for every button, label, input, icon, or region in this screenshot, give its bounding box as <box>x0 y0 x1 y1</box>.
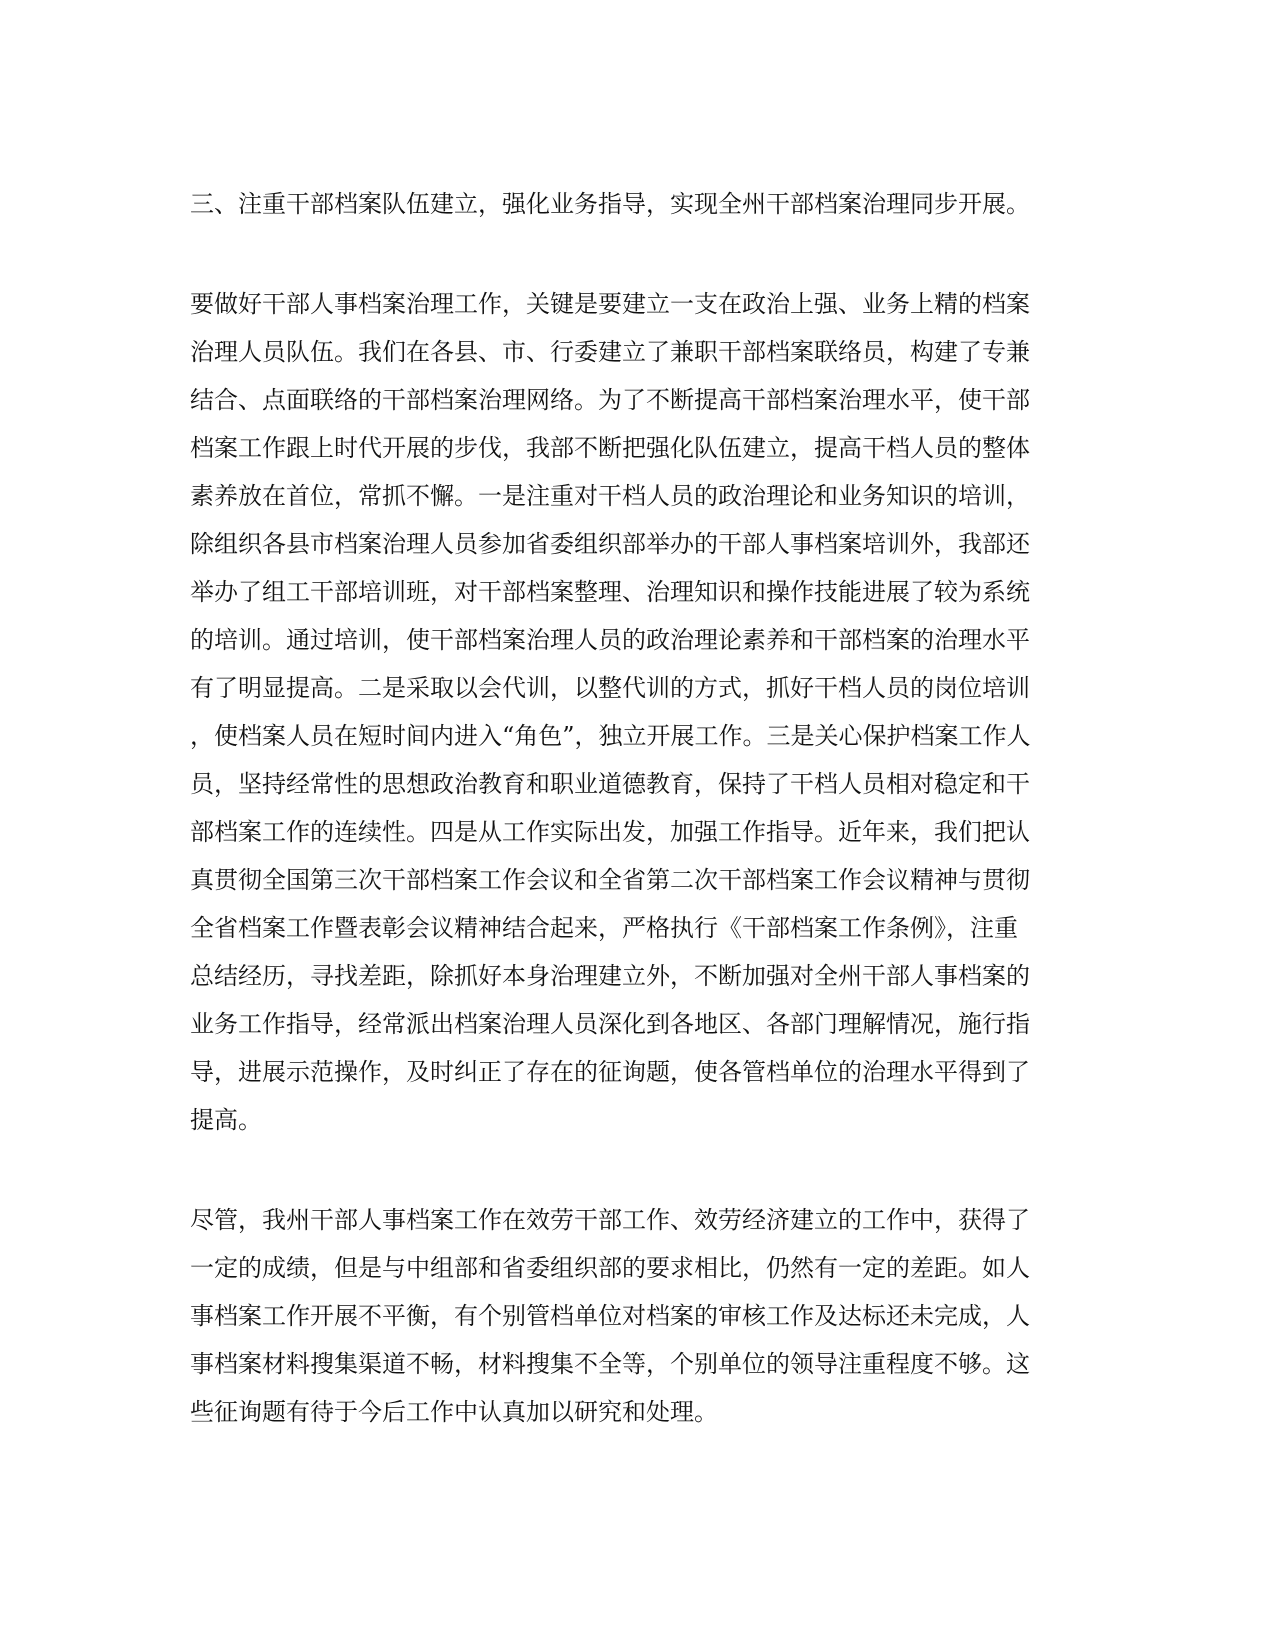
paragraph-line: 全省档案工作暨表彰会议精神结合起来，严格执行《干部档案工作条例》，注重 <box>190 914 1018 942</box>
paragraph-line: 除组织各县市档案治理人员参加省委组织部举办的干部人事档案培训外，我部还 <box>190 530 1030 558</box>
paragraph-line: 一定的成绩，但是与中组部和省委组织部的要求相比，仍然有一定的差距。如人 <box>190 1254 1030 1282</box>
section-heading: 三、注重干部档案队伍建立，强化业务指导，实现全州干部档案治理同步开展。 <box>190 190 1030 218</box>
paragraph-line: 总结经历，寻找差距，除抓好本身治理建立外，不断加强对全州干部人事档案的 <box>190 962 1030 990</box>
paragraph-line: 些征询题有待于今后工作中认真加以研究和处理。 <box>190 1398 718 1426</box>
paragraph-line: 事档案工作开展不平衡，有个别管档单位对档案的审核工作及达标还未完成，人 <box>190 1302 1030 1330</box>
paragraph-line: 档案工作跟上时代开展的步伐，我部不断把强化队伍建立，提高干档人员的整体 <box>190 434 1030 462</box>
paragraph-shortcomings <box>190 1196 1070 1436</box>
paragraph-line: 有了明显提高。二是采取以会代训，以整代训的方式，抓好干档人员的岗位培训 <box>190 674 1030 702</box>
paragraph-line: 治理人员队伍。我们在各县、市、行委建立了兼职干部档案联络员，构建了专兼 <box>190 338 1030 366</box>
paragraph-line: 导，进展示范操作，及时纠正了存在的征询题，使各管档单位的治理水平得到了 <box>190 1058 1030 1086</box>
paragraph-line: 结合、点面联络的干部档案治理网络。为了不断提高干部档案治理水平，使干部 <box>190 386 1030 414</box>
paragraph-line: 部档案工作的连续性。四是从工作实际出发，加强工作指导。近年来，我们把认 <box>190 818 1030 846</box>
paragraph-line: 要做好干部人事档案治理工作，关键是要建立一支在政治上强、业务上精的档案 <box>190 290 1030 318</box>
paragraph-line: 提高。 <box>190 1106 262 1134</box>
paragraph-line: 尽管，我州干部人事档案工作在效劳干部工作、效劳经济建立的工作中，获得了 <box>190 1206 1030 1234</box>
paragraph-gap <box>190 228 1070 280</box>
paragraph-line: 业务工作指导，经常派出档案治理人员深化到各地区、各部门理解情况，施行指 <box>190 1010 1030 1038</box>
paragraph-line: 的培训。通过培训，使干部档案治理人员的政治理论素养和干部档案的治理水平 <box>190 626 1030 654</box>
paragraph-line: 真贯彻全国第三次干部档案工作会议和全省第二次干部档案工作会议精神与贯彻 <box>190 866 1030 894</box>
document-body <box>190 180 1070 1436</box>
paragraph-line: 素养放在首位，常抓不懈。一是注重对干档人员的政治理论和业务知识的培训， <box>190 482 1030 510</box>
paragraph-team-building <box>190 280 1070 1144</box>
paragraph-line: 员，坚持经常性的思想政治教育和职业道德教育，保持了干档人员相对稳定和干 <box>190 770 1030 798</box>
paragraph-line: 举办了组工干部培训班，对干部档案整理、治理知识和操作技能进展了较为系统 <box>190 578 1030 606</box>
paragraph-gap <box>190 1144 1070 1196</box>
paragraph-line: ，使档案人员在短时间内进入“角色”，独立开展工作。三是关心保护档案工作人 <box>190 722 1031 750</box>
paragraph-line: 事档案材料搜集渠道不畅，材料搜集不全等，个别单位的领导注重程度不够。这 <box>190 1350 1030 1378</box>
